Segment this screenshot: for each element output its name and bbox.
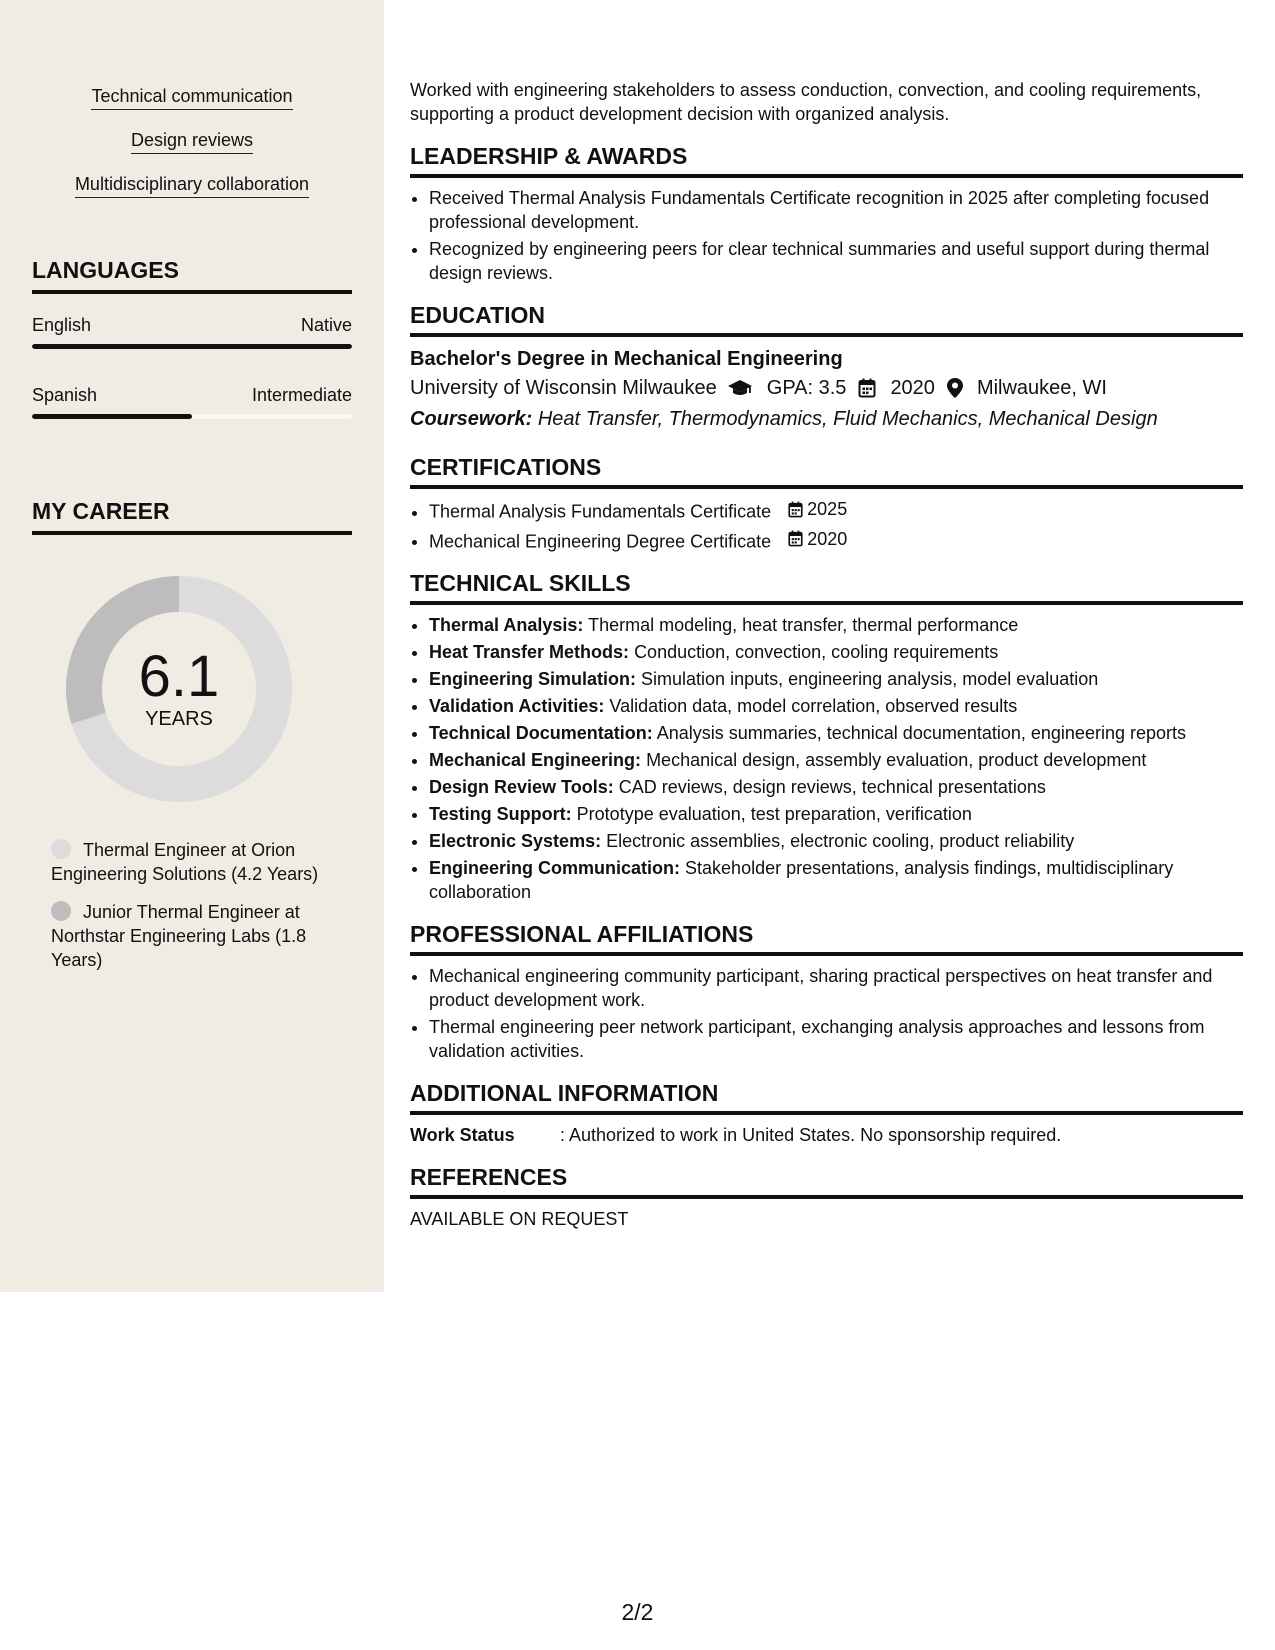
calendar-icon (858, 378, 876, 398)
skill-item (429, 829, 1243, 853)
career-list (51, 838, 321, 986)
career-donut-center (66, 576, 292, 802)
skill-value: Mechanical design, assembly evaluation, product development (646, 750, 1147, 770)
certification-name: Thermal Analysis Fundamentals Certificate (429, 501, 772, 522)
skill-value: Prototype evaluation, test preparation, verification (576, 804, 972, 824)
coursework-label: Coursework: (410, 408, 533, 430)
skill-tags (32, 84, 352, 216)
education-gpa: GPA: 3.5 (766, 377, 847, 399)
main-content (410, 78, 1243, 1231)
career-item (51, 900, 321, 972)
language-bar (32, 414, 352, 419)
skill-item (429, 802, 1243, 826)
career-item-label: Junior Thermal Engineer at Northstar Engineering Labs (1.8 Years) (51, 902, 307, 970)
language-level: Intermediate (251, 385, 352, 405)
location-pin-icon (947, 378, 963, 398)
language-bar (32, 344, 352, 349)
skill-key: Technical Documentation: (429, 723, 653, 743)
additional-info-heading: ADDITIONAL INFORMATION (410, 1079, 1243, 1115)
graduation-cap-icon (727, 378, 753, 398)
career-item (51, 838, 321, 886)
certification-year: 2020 (807, 528, 848, 549)
work-status-value: : Authorized to work in United States. No sponsorship required. (560, 1125, 1062, 1145)
skill-key: Testing Support: (429, 804, 572, 824)
career-legend-dot (51, 839, 71, 859)
calendar-icon (788, 530, 803, 547)
language-bar-fill (32, 414, 192, 419)
experience-summary: Worked with engineering stakeholders to assess conduction, convection, and cooling requirements, supporting a product development decision with organized analysis. (410, 80, 1202, 124)
skill-key: Thermal Analysis: (429, 615, 584, 635)
skill-value: Stakeholder presentations, analysis findings, multidisciplinary collaboration (429, 858, 1174, 902)
language-row (32, 383, 352, 407)
skill-key: Electronic Systems: (429, 831, 602, 851)
affiliations-list (410, 964, 1243, 1063)
language-bar-fill (32, 344, 352, 349)
list-item: • Received Thermal Analysis Fundamentals Certificate recognition in 2025 after completing focused professional development. (429, 186, 1243, 234)
skill-tag: Multidisciplinary collaboration (75, 172, 309, 198)
skill-item (429, 613, 1243, 637)
list-item: • Thermal engineering peer network participant, exchanging analysis approaches and lessons from validation activities. (429, 1015, 1243, 1063)
language-level: Native (300, 315, 352, 335)
skill-key: Design Review Tools: (429, 777, 614, 797)
education-heading: EDUCATION (410, 301, 1243, 337)
skill-key: Engineering Communication: (429, 858, 681, 878)
career-item-label: Thermal Engineer at Orion Engineering Solutions (4.2 Years) (51, 840, 319, 884)
career-total-value: 6.1 (138, 644, 220, 709)
skill-tag: Technical communication (91, 84, 292, 110)
skill-tag: Design reviews (131, 128, 253, 154)
certification-item (429, 497, 1243, 524)
technical-skills-list (410, 613, 1243, 904)
skill-item (429, 856, 1243, 904)
career-total-unit: YEARS (145, 708, 213, 730)
language-name: Spanish (32, 385, 98, 405)
technical-skills-heading: TECHNICAL SKILLS (410, 569, 1243, 605)
skill-item (429, 775, 1243, 799)
work-status-row (410, 1123, 1243, 1147)
skill-key: Engineering Simulation: (429, 669, 637, 689)
education-coursework (410, 403, 1243, 435)
leadership-heading: LEADERSHIP & AWARDS (410, 142, 1243, 178)
languages-heading: LANGUAGES (32, 256, 352, 294)
certification-year: 2025 (807, 499, 848, 519)
education-location: Milwaukee, WI (976, 377, 1107, 399)
sidebar (0, 0, 384, 1292)
certifications-list (410, 497, 1243, 553)
skill-item (429, 694, 1243, 718)
certification-date (776, 497, 847, 521)
education-degree: Bachelor's Degree in Mechanical Engineering (410, 348, 843, 370)
skill-key: Mechanical Engineering: (429, 750, 642, 770)
certification-item (429, 527, 1243, 554)
skill-value: Conduction, convection, cooling requirements (634, 642, 999, 662)
skill-key: Heat Transfer Methods: (429, 642, 630, 662)
references-text: AVAILABLE ON REQUEST (410, 1209, 629, 1229)
skill-item (429, 640, 1243, 664)
leadership-list (410, 186, 1243, 285)
skill-value: CAD reviews, design reviews, technical presentations (618, 777, 1046, 797)
skill-key: Validation Activities: (429, 696, 605, 716)
skill-value: Electronic assemblies, electronic cooling, product reliability (606, 831, 1075, 851)
skill-item (429, 667, 1243, 691)
skill-value: Simulation inputs, engineering analysis, model evaluation (641, 669, 1099, 689)
certification-date (776, 527, 847, 551)
skill-item (429, 721, 1243, 745)
language-row (32, 313, 352, 337)
education-meta (410, 373, 1243, 403)
calendar-icon (788, 501, 803, 518)
career-legend-dot (51, 901, 71, 921)
certification-name: Mechanical Engineering Degree Certificate (429, 531, 772, 551)
career-heading: MY CAREER (32, 497, 352, 535)
education-year: 2020 (890, 377, 935, 399)
career-donut-chart (66, 576, 292, 802)
coursework-value: Heat Transfer, Thermodynamics, Fluid Mechanics, Mechanical Design (537, 408, 1158, 430)
references-heading: REFERENCES (410, 1163, 1243, 1199)
certifications-heading: CERTIFICATIONS (410, 453, 1243, 489)
work-status-label: Work Status (410, 1125, 515, 1145)
affiliations-heading: PROFESSIONAL AFFILIATIONS (410, 920, 1243, 956)
language-name: English (32, 315, 92, 335)
skill-value: Analysis summaries, technical documentation, engineering reports (656, 723, 1186, 743)
list-item: • Mechanical engineering community participant, sharing practical perspectives on heat transfer and product development work. (429, 964, 1243, 1012)
skill-value: Validation data, model correlation, observed results (609, 696, 1018, 716)
education-school: University of Wisconsin Milwaukee (410, 377, 717, 399)
skill-item (429, 748, 1243, 772)
list-item: • Recognized by engineering peers for clear technical summaries and useful support during thermal design reviews. (429, 237, 1243, 285)
skill-value: Thermal modeling, heat transfer, thermal performance (588, 615, 1019, 635)
page-number: 2/2 (621, 1599, 654, 1625)
